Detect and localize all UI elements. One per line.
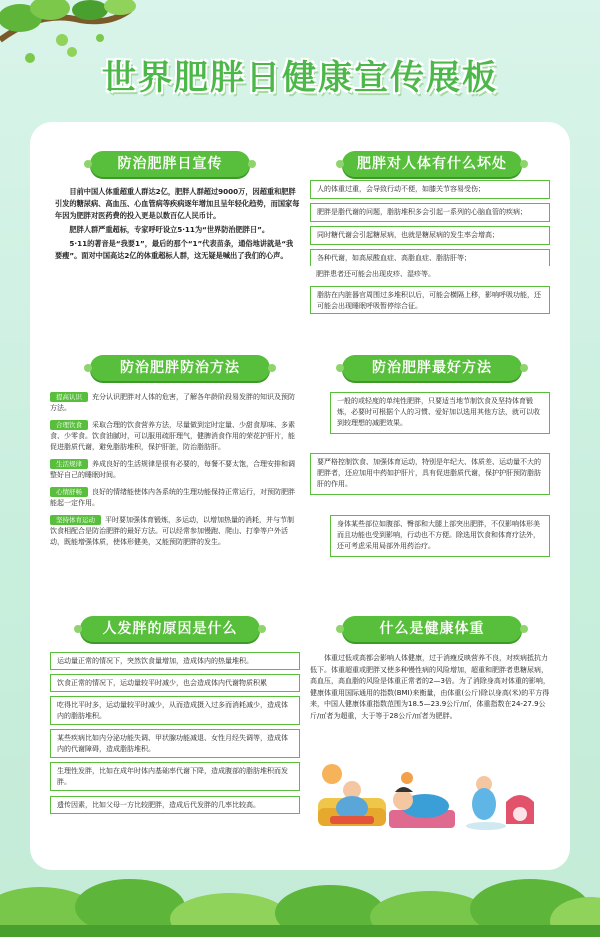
obesity-day-paragraph-2: 肥胖人群严重超标，专家呼吁设立5·11为“世界防治肥胖日”。 <box>69 225 270 234</box>
person-and-pet-house-illustration <box>462 766 540 832</box>
method-item <box>50 515 298 548</box>
section-title-obesity-day: 防治肥胖日宣传 <box>90 151 250 177</box>
method-text: 充分认识肥胖对人体的危害，了解各年龄阶段易发胖的知识及预防方法。 <box>50 393 295 412</box>
method-item <box>50 420 298 453</box>
cause-item: 饮食正常的情况下，运动量较平时减少，也会造成体内代谢物质积累 <box>50 674 300 692</box>
person-on-couch-illustration <box>312 762 392 832</box>
harm-item: 脂肪在内脏器官周围过多堆积以后，可能会横隔上移，影响呼吸功能，还可能会出现睡眠呼吸暂停综合征。 <box>310 286 550 314</box>
harm-item: 各种代谢，如高尿酸血症、高脂血症、脂肪肝等； <box>310 249 550 268</box>
section-title-prevention-methods: 防治肥胖防治方法 <box>90 355 270 381</box>
harm-item: 肥胖患者还可能会出现皮疹、湿疹等。 <box>310 266 550 283</box>
section-title-obesity-causes: 人发胖的原因是什么 <box>80 616 260 642</box>
section-title-obesity-harm: 肥胖对人体有什么坏处 <box>342 151 522 177</box>
person-lying-illustration <box>385 770 460 832</box>
obesity-day-paragraph-3: 5·11的著音是“我要1”，最后的那个“1”代表苗条，通俗地讲就是“我要瘦”。面对中国高达2亿的体重超标人群，这无疑是喊出了我们的心声。 <box>55 239 294 260</box>
cause-item: 吃得比平时多，运动量较平时减少，从而造成摄入过多而消耗减少，造成体内的脂肪堆积。 <box>50 696 300 725</box>
cause-item: 运动量正常的情况下，突然饮食量增加，造成体内的热量堆积。 <box>50 652 300 670</box>
method-item <box>50 487 298 509</box>
section-title-healthy-weight: 什么是健康体重 <box>342 616 522 642</box>
harm-item: 同时糖代谢会引起糖尿病，也就是糖尿病的发生率会增高； <box>310 226 550 245</box>
best-method-box: 一般的或轻度的单纯性肥胖，只要适当地节制饮食及坚持体育锻炼，必要时可根据个人的习惯、爱好加以选用其他方法，就可以收到较理想的减肥效果。 <box>330 392 550 434</box>
healthy-weight-paragraph: 体重过低或高都会影响人体健康，过于消瘦反映营养不良，对疾病抵抗力低下。体重超重或肥胖又使多种慢性病的风险增加，超重和肥胖者患糖尿病，高血压，高血脂的风险是体重正常者的2—3倍。为了消除身高对体重的影响，健康体重用国际通用的指数(BMI)来衡量，由体重(公斤)除以身高(米)的平方得来，中国人健康体重指数范围为18.5—23.9公斤/㎡，体重指数在24-27.9公斤/㎡者为超重，大于等于28公斤/㎡者为肥胖。 <box>310 654 550 720</box>
method-tag: 提高认识 <box>50 392 88 402</box>
obesity-day-paragraph-1: 目前中国人体重超重人群达2亿，肥胖人群超过9000万，因超重和肥胖引发的糖尿病、高血压、心血管病等疾病逐年增加且呈年轻化趋势，而国家每年因为肥胖对医药费的投入更是以数百亿人民币计。 <box>55 187 300 220</box>
method-text: 采取合理的饮食营养方法，尽量做到定时定量、少甜食厚味、多素食、少零食。饮食油腻时，可以服用疏肝理气，健脾消食作用的荣花护肝片，能促进脂质代谢，避免脂肪堆积，保护肝脏，防治脂肪肝。 <box>50 421 295 451</box>
method-text: 平时要加强体育锻炼，多运动，以增加热量的消耗，并与节制饮食相配合是防治肥胖的最好方法。可以经常参加慢跑、爬山、打拳等户外活动，既能增强体质，使体形健美，又能预防肥胖的发生。 <box>50 516 294 546</box>
harm-item: 肥胖是脂代谢的问题，脂肪堆积多会引起一系列的心脑血管的疾病； <box>310 203 550 222</box>
method-text: 养成良好的生活规律是很有必要的，每餐不要太饱，合理安排和调整好自己的睡眠时间。 <box>50 460 295 479</box>
cause-item: 遗传因素，比如父母一方比较肥胖，造成后代发胖的几率比较高。 <box>50 796 300 814</box>
cause-item: 生理性发胖，比如在成年时体内基础率代谢下降，造成腹部的脂肪堆积而发胖。 <box>50 762 300 791</box>
cause-item: 某些疾病比如内分泌功能失调、甲状腺功能减退、女性月经失调等，造成体内的代谢障碍，造成脂肪堆积。 <box>50 729 300 758</box>
method-item <box>50 392 298 414</box>
healthy-weight-text <box>310 653 550 724</box>
method-tag: 坚持体育运动 <box>50 515 101 525</box>
section-title-best-methods: 防治肥胖最好方法 <box>342 355 522 381</box>
obesity-day-text <box>55 186 300 264</box>
method-tag: 心情舒畅 <box>50 487 88 497</box>
foliage-bottom-decoration <box>0 847 600 937</box>
method-item <box>50 459 298 481</box>
harm-item: 人的体重过重，会导致行动不便，如膝关节容易受伤； <box>310 180 550 199</box>
method-text: 良好的情绪能使体内各系统的生理功能保持正常运行，对预防肥胖能起一定作用。 <box>50 488 295 507</box>
best-method-box: 身体某些部位如腹部、臀部和大腿上部突出肥胖，不仅影响体形美而且功能也受到影响，行动也不方便。除选用饮食和体育疗法外，还可考虑采用局部外用药治疗。 <box>330 515 550 557</box>
prevention-methods-list <box>50 392 298 554</box>
best-method-box: 要严格控制饮食、加强体育运动，特别是年纪大、体质差、运动量不大的肥胖者，还应加用中药如护肝片，具有促进脂质代谢，保护护肝预防脂肪肝的作用。 <box>310 453 550 495</box>
method-tag: 合理饮食 <box>50 420 88 430</box>
method-tag: 生活规律 <box>50 459 88 469</box>
page-title: 世界肥胖日健康宣传展板 <box>102 58 498 98</box>
